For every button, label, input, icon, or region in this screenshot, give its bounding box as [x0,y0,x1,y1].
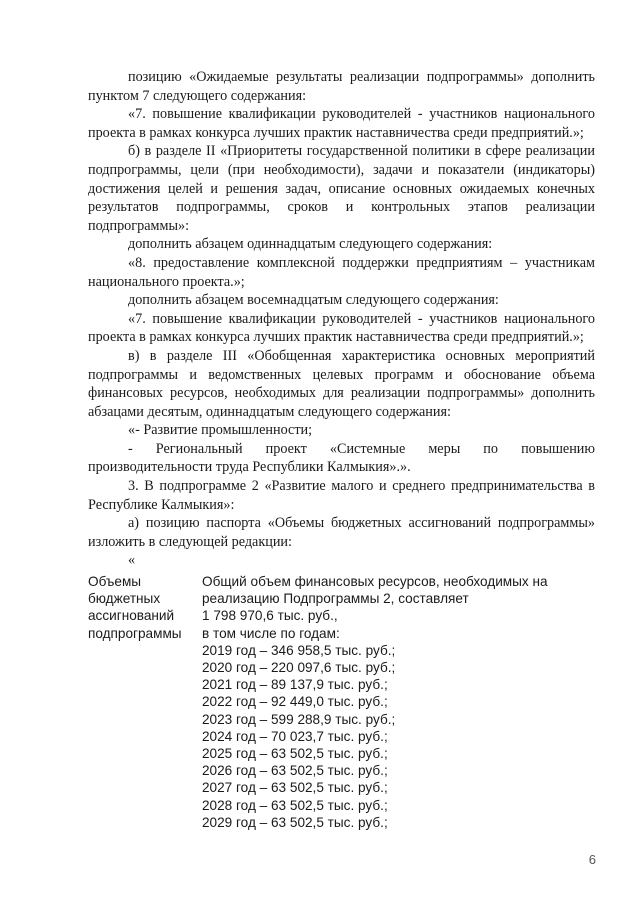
year-row: 2025 год – 63 502,5 тыс. руб.; [202,746,388,762]
paragraph: дополнить абзацем одиннадцатым следующего содержания: [128,236,493,253]
paragraph: «- Развитие промышленности; [128,422,313,439]
table-content [202,573,602,831]
paragraph: «7. повышение квалификации руководителей - участников национального проекта в рамках конкурса лучших практик наставничества среди предприятий.»; [88,310,595,346]
table-total: 1 798 970,6 тыс. руб., [202,608,338,624]
year-row: 2024 год – 70 023,7 тыс. руб.; [202,728,388,744]
year-row: 2028 год – 63 502,5 тыс. руб.; [202,797,388,813]
paragraph: 3. В подпрограмме 2 «Развитие малого и среднего предпринимательства в Республике Калмыкия»: [88,478,595,513]
year-row: 2026 год – 63 502,5 тыс. руб.; [202,763,388,779]
paragraph: «7. повышение квалификации руководителей - участников национального проекта в рамках конкурса лучших практик наставничества среди предприятий.»; [88,106,595,141]
year-row: 2021 год – 89 137,9 тыс. руб.; [202,677,388,693]
year-row: 2020 год – 220 097,6 тыс. руб.; [202,660,396,676]
paragraph: «8. предоставление комплексной поддержки предприятиям – участникам национального проекта.»; [88,254,595,290]
year-row: 2027 год – 63 502,5 тыс. руб.; [202,780,388,796]
paragraph: в) в разделе III «Обобщенная характеристика основных мероприятий подпрограммы и ведомственных целевых программ и обоснование объема финансовых ресурсов, необходимых для реализации подпрограммы» дополнить абзацами десятым, одиннадцатым следующего содержания: [88,347,595,420]
year-row: 2022 год – 92 449,0 тыс. руб.; [202,694,388,710]
body-text [88,68,595,570]
paragraph: б) в разделе II «Приоритеты государственной политики в сфере реализации подпрограммы, цели (при необходимости), задачи и показатели (индикаторы) достижения целей и решения задач, описание основных ожидаемых конечных результатов подпрограммы, сроков и контрольных этапов реализации подпрограммы»: [88,143,595,234]
year-row: 2019 год – 346 958,5 тыс. руб.; [202,642,396,658]
paragraph: позицию «Ожидаемые результаты реализации подпрограммы» дополнить пунктом 7 следующего содержания: [88,69,595,104]
quote-open-mark: « [128,552,136,569]
paragraph: - Региональный проект «Системные меры по повышению производительности труда Республики Калмыкия».». [88,440,595,476]
paragraph: дополнить абзацем восемнадцатым следующего содержания: [128,292,499,309]
page-number: 6 [588,852,596,867]
table-intro: Общий объем финансовых ресурсов, необходимых на реализацию Подпрограммы 2, составляет [202,574,548,607]
year-row: 2029 год – 63 502,5 тыс. руб.; [202,814,388,830]
table-by-years: в том числе по годам: [202,625,340,641]
year-row: 2023 год – 599 288,9 тыс. руб.; [202,711,396,727]
table-label: Объемы бюджетных ассигнований подпрограммы [88,574,182,641]
paragraph: а) позицию паспорта «Объемы бюджетных ассигнований подпрограммы» изложить в следующей редакции: [88,515,595,550]
